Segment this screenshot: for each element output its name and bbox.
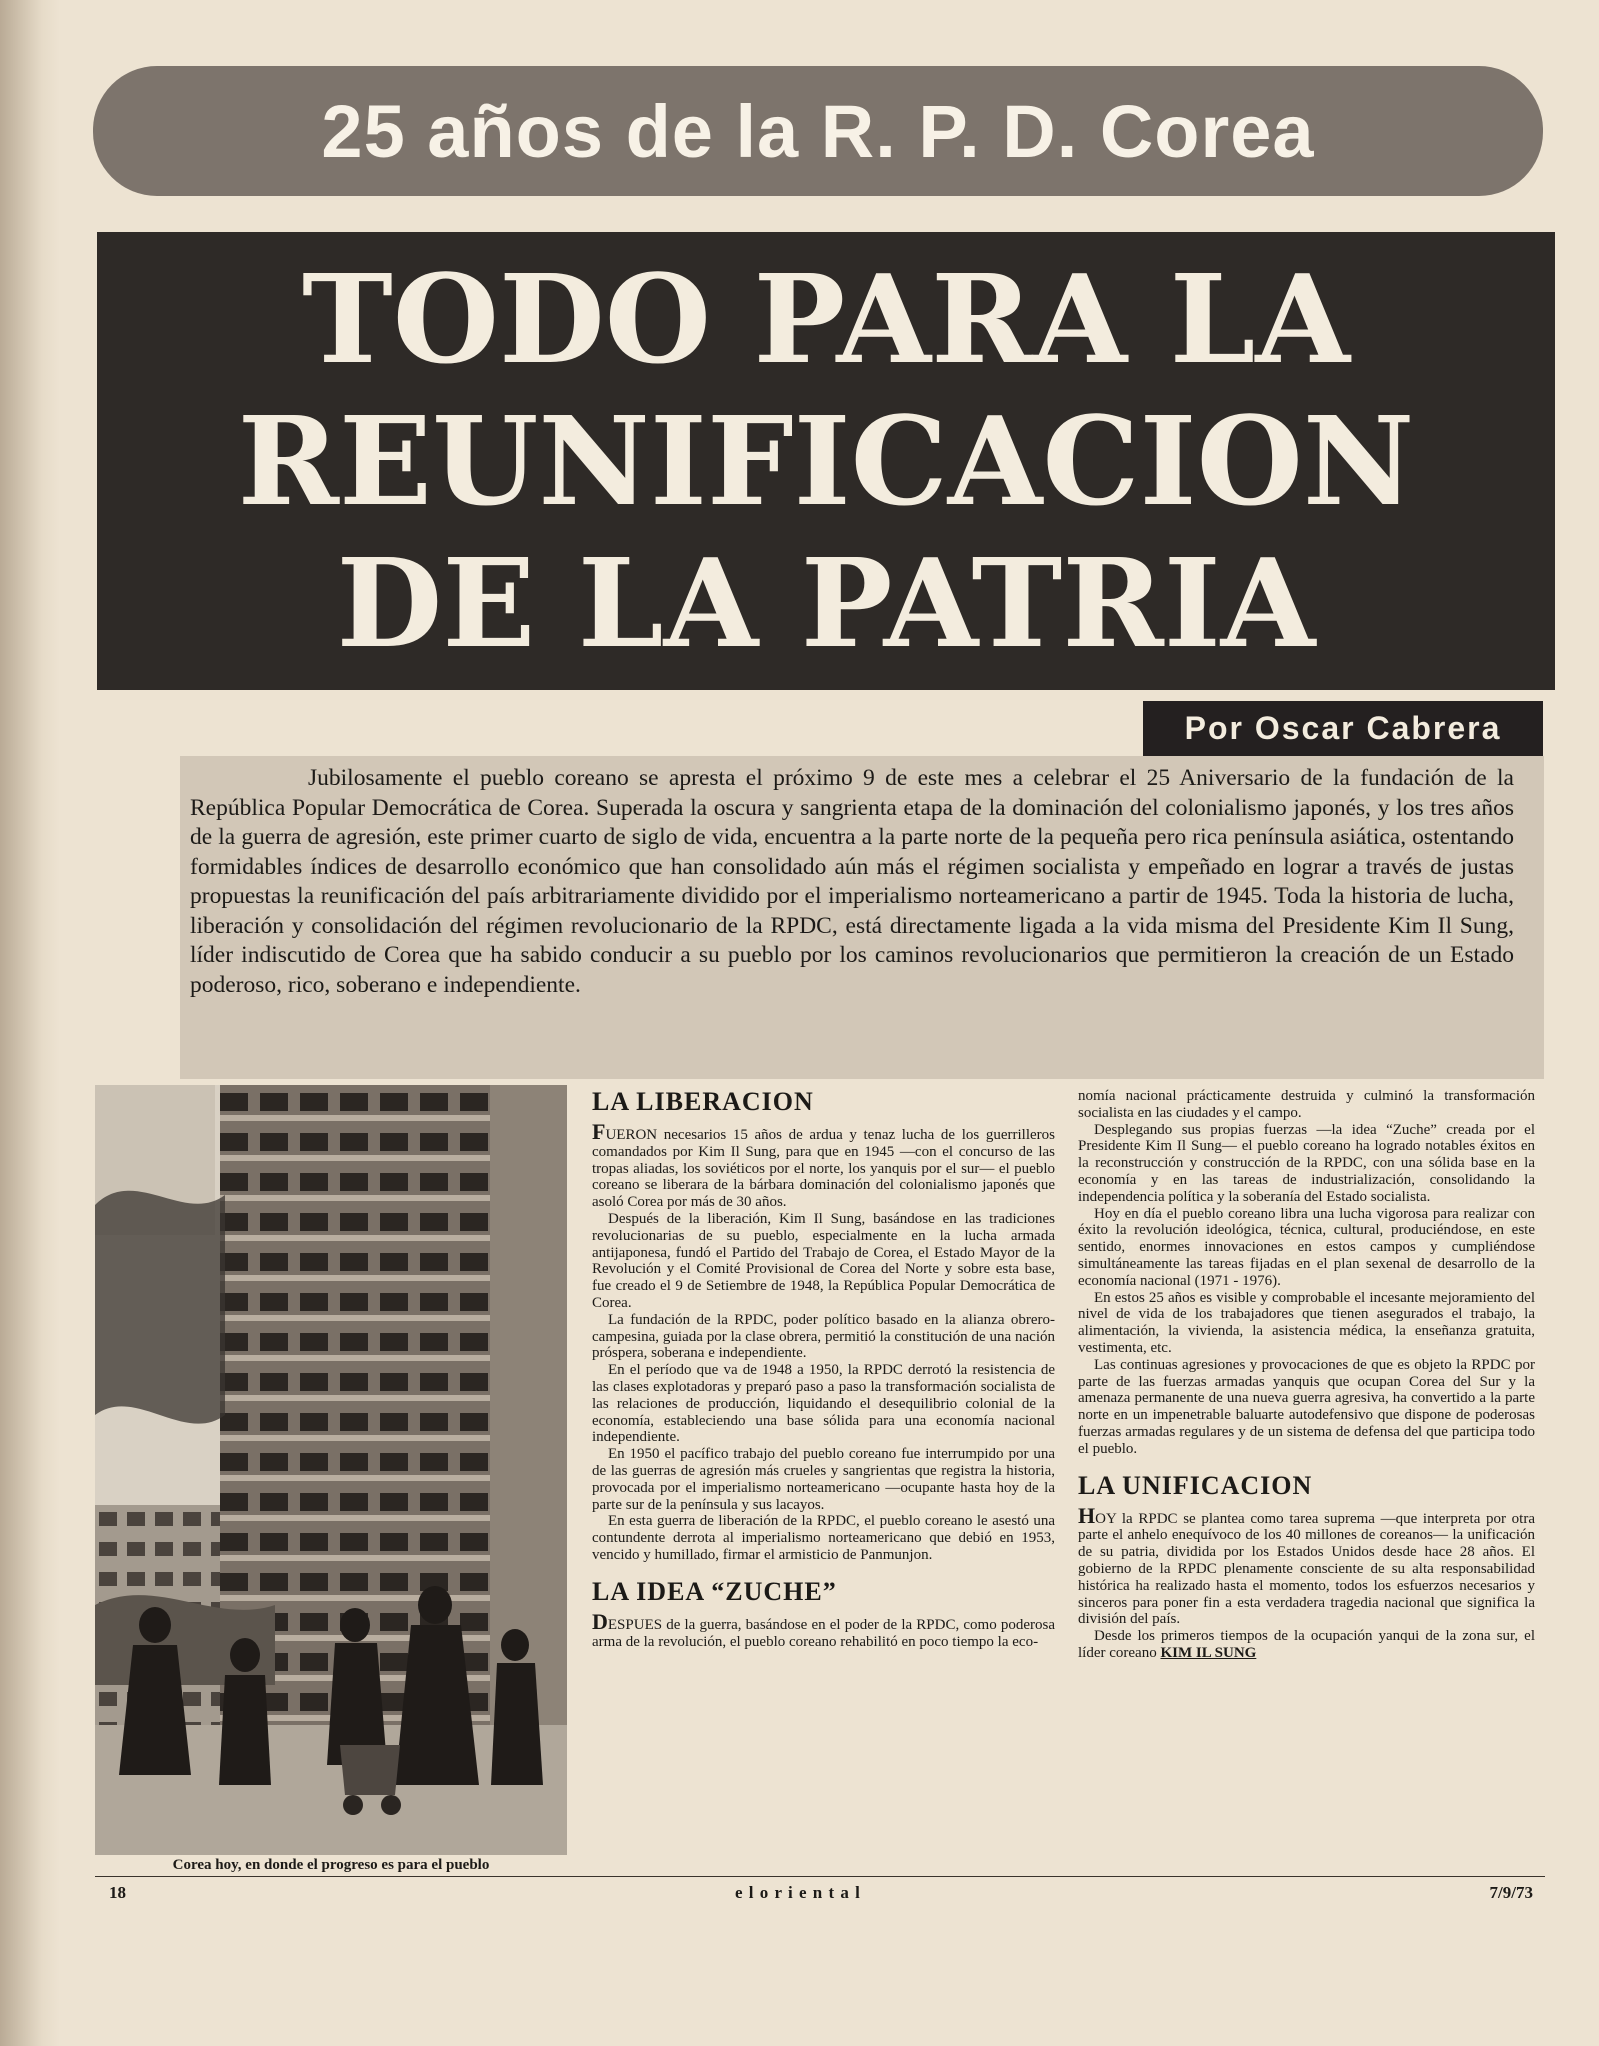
paragraph: nomía nacional prácticamente destruida y culminó la transformación socialista en las ciudades y el campo. [1078,1088,1535,1121]
section-heading-zuche: LA IDEA “ZUCHE” [592,1576,837,1606]
section-heading-liberacion: LA LIBERACION [592,1087,814,1116]
paragraph: Después de la liberación, Kim Il Sung, basándose en las tradiciones revolucionarias de su pueblo, especialmente en la lucha armada antijaponesa, fundó el Partido del Trabajo de Corea, el Estado Mayor de la Revolución y el Comité Provisional de Corea del Norte y sobre esta base, fue creado el 9 de Setiembre de 1948, la República Popular Democrática de Corea. [592,1210,1055,1311]
kicker-banner [93,66,1543,196]
lead-paragraph: Jubilosamente el pueblo coreano se apresta el próximo 9 de este mes a celebrar el 25 Aniversario de la fundación de la República Popular Democrática de Corea. Superada la oscura y sangrienta etapa de la dominación del colonialismo japonés, y los tres años de la guerra de agresión, este primer cuarto de siglo de vida, encuentra a la parte norte de la pequeña pero rica península asiática, ostentando formidables índices de desarrollo económico que han consolidado aún más el régimen socialista y empeñado en lograr a través de justas propuestas la reunificación del país arbitrariamente dividido por el imperialismo norteamericano a partir de 1945. Toda la historia de lucha, liberación y consolidación del régimen revolucionario de la RPDC, está directamente ligada a la vida misma del Presidente Kim Il Sung, líder indiscutido de Corea que ha sabido conducir a su pueblo por los caminos revolucionarios que permitieron la creación de un Estado poderoso, rico, soberano e independiente. [190,765,1514,998]
paragraph: Desplegando sus propias fuerzas —la idea “Zuche” creada por el Presidente Kim Il Sung— el pueblo coreano ha logrado notables éxitos en la reconstrucción y construcción de la RPDC, con una sólida base en la economía y en las tareas de industrialización, consolidando la independencia política y la soberanía del Estado socialista. [1078,1121,1535,1205]
headline [97,232,1555,690]
headline-line-1: TODO PARA LA [301,247,1351,391]
paragraph: En estos 25 años es visible y comprobable el incesante mejoramiento del nivel de vida de los trabajadores que tienen asegurados el trabajo, la alimentación, la vivienda, la asistencia médica, la enseñanza gratuita, vestimenta, etc. [1078,1289,1535,1356]
paragraph: Desde los primeros tiempos de la ocupación yanqui de la zona sur, el líder coreano KIM IL SUNG [1078,1628,1535,1661]
drop-cap: H [1078,1502,1096,1528]
leader-name: KIM IL SUNG [1160,1644,1257,1661]
photo-caption: Corea hoy, en donde el progreso es para el pueblo [172,1857,490,1873]
paragraph: HOY la RPDC se plantea como tarea suprema —que interpreta por otra parte el anhelo enequívoco de los 40 millones de coreanos— la unificación de su patria, dividida por los Estados Unidos desde hace 28 años. El gobierno de la RPDC plenamente consciente de su alta responsabilidad histórica ha realizado hasta el momento, todos los esfuerzos necesarios y sinceros para poner fin a esta verdadera tragedia nacional que significa la división del país. [1078,1502,1535,1628]
kicker-text: 25 años de la R. P. D. Corea [321,89,1315,173]
article-column-2 [1078,1088,1535,1662]
drop-cap: D [592,1608,608,1634]
publication-name: e l o r i e n t a l [735,1883,861,1902]
paragraph: FUERON necesarios 15 años de ardua y tenaz lucha de los guerrilleros comandados por Kim Il Sung, para que en 1945 —con el concurso de las tropas aliadas, los soviéticos por el norte, los yanquis por el sur— el pueblo coreano se liberara de la bárbara dominación del colonialismo japonés que asoló Corea por más de 30 años. [592,1119,1055,1211]
drop-cap: F [592,1119,606,1144]
page-number: 18 [109,1883,126,1902]
lead-box [180,756,1544,1079]
page-gutter [0,0,60,2046]
byline: Por Oscar Cabrera [1143,701,1543,756]
issue-date: 7/9/73 [1489,1883,1533,1902]
street-photo [95,1085,567,1855]
headline-line-2: REUNIFICACION [237,389,1415,533]
paragraph: Las continuas agresiones y provocaciones de que es objeto la RPDC por parte de las fuerzas armadas yanquis que ocupan Corea del Sur y la amenaza permanente de una nueva guerra agresiva, ha convertido a la parte norte en un impenetrable baluarte autodefensivo que dispone de poderosas fuerzas armadas regulares y de un sistema de defensa del que participa todo el pueblo. [1078,1356,1535,1457]
paragraph: En 1950 el pacífico trabajo del pueblo coreano fue interrumpido por una de las guerras de agresión más crueles y sangrientas que registra la historia, provocada por el imperialismo norteamericano —ocupante hasta hoy de la parte sur de la península y sus lacayos. [592,1446,1055,1513]
paragraph: Hoy en día el pueblo coreano libra una lucha vigorosa para realizar con éxito la revolución ideológica, técnica, cultural, produciéndose, en este sentido, enormes innovaciones en estos campos y cumpliéndose simultáneamente las tareas fijadas en el plan sexenal de desarrollo de la economía nacional (1971 - 1976). [1078,1205,1535,1289]
paragraph: En esta guerra de liberación de la RPDC, el pueblo coreano le asestó una contundente derrota al imperialismo norteamericano que debió en 1953, vencido y humillado, firmar el armisticio de Panmunjon. [592,1513,1055,1563]
headline-line-3: DE LA PATRIA [336,531,1316,675]
paragraph: La fundación de la RPDC, poder político basado en la alianza obrero-campesina, guiada por la clase obrera, permitió la constitución de una nación próspera, soberana e independiente. [592,1311,1055,1362]
page-footer [95,1876,1545,1901]
article-column-1 [592,1084,1055,1650]
paragraph: En el período que va de 1948 a 1950, la RPDC derrotó la resistencia de las clases explotadoras y preparó paso a paso la transformación socialista de las relaciones de producción, liquidando el desequilibrio colonial de la economía, estableciendo una base sólida para una economía nacional independiente. [592,1362,1055,1446]
section-heading-unificacion: LA UNIFICACION [1078,1470,1313,1500]
paragraph: DESPUES de la guerra, basándose en el poder de la RPDC, como poderosa arma de la revolución, el pueblo coreano rehabilitó en poco tiempo la eco- [592,1608,1055,1650]
